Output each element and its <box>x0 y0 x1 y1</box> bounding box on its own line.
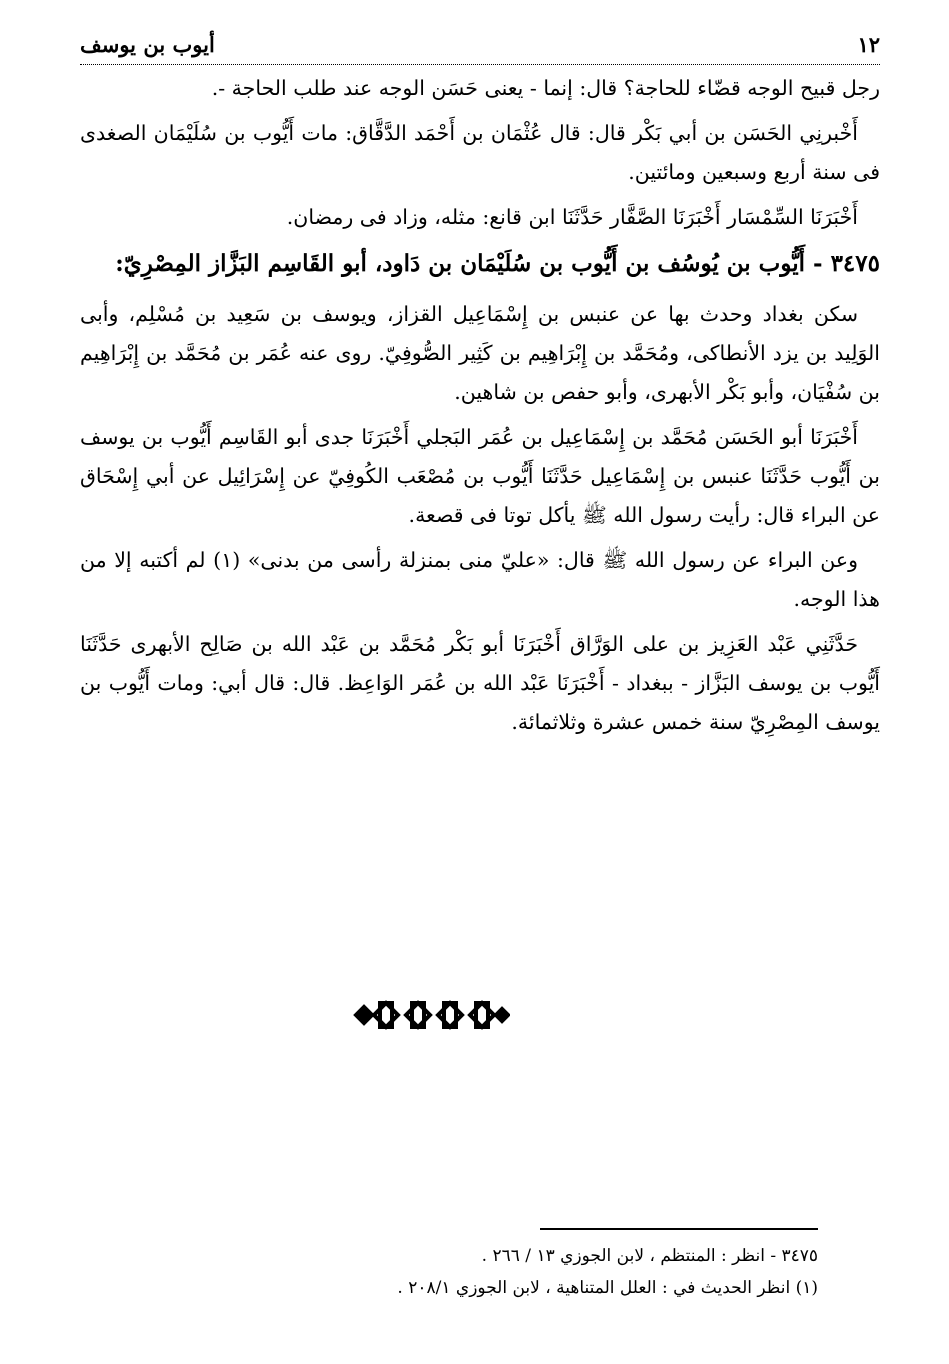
footnote: ٣٤٧٥ - انظر : المنتظم ، لابن الجوزي ١٣ / ٢٦٦ . <box>481 1246 818 1266</box>
paragraph: أَخْبرنِي الحَسَن بن أبي بَكْر قال: قال عُثْمَان بن أَحْمَد الدَّقَّاق: مات أَيُّوب بن سُلَيْمَان الصغدى فى سنة أربع وسبعين ومائتين. <box>80 121 880 184</box>
running-title: أيوب بن يوسف <box>80 32 215 57</box>
footnotes <box>200 1240 818 1304</box>
entry-title: ٣٤٧٥ - أَيُّوب بن يُوسُف بن أَيُّوب بن سُلَيْمَان بن دَاود، أبو القَاسِم البَزَّاز المِصْرِيّ: <box>115 250 880 277</box>
footnote: (١) انظر الحديث في : العلل المتناهية ، لابن الجوزي ٢٠٨/١ . <box>397 1278 818 1298</box>
page-header <box>80 30 880 65</box>
ornament-divider-icon <box>350 990 510 1040</box>
paragraph: رجل قبيح الوجه قضّاء للحاجة؟ قال: إنما - يعنى حَسَن الوجه عند طلب الحاجة -. <box>211 76 880 100</box>
footnote-separator <box>540 1228 818 1230</box>
main-text <box>80 69 880 742</box>
page-number: ١٢ <box>857 32 880 57</box>
paragraph: وعن البراء عن رسول الله ﷺ قال: «عليّ منى بمنزلة رأسى من بدنى» (١) لم أكتبه إلا من هذا الوجه. <box>80 548 880 611</box>
paragraph: أَخْبَرَنَا أبو الحَسَن مُحَمَّد بن إِسْمَاعِيل بن عُمَر البَجلي أَخْبَرَنَا جدى أبو القَاسِم أَيُّوب بن يوسف بن أَيُّوب حَدَّثَنَا عنبس بن إِسْمَاعِيل حَدَّثَنَا أَيُّوب بن مُصْعَب الكُوفِيّ عن إِسْرَائِيل عن أبي إِسْحَاق عن البراء قال: رأيت رسول الله ﷺ يأكل توتا فى قصعة. <box>80 425 880 527</box>
book-page <box>80 30 880 748</box>
paragraph: سكن بغداد وحدث بها عن عنبس بن إِسْمَاعِيل القزاز، ويوسف بن سَعِيد بن مُسْلِم، وأبى الوَلِيد بن يزد الأنطاكى، ومُحَمَّد بن إِبْرَاهِيم بن كَثِير الصُّوفِيّ. روى عنه عُمَر بن مُحَمَّد بن إِبْرَاهِيم بن سُفْيَان، وأبو بَكْر الأبهرى، وأبو حفص بن شاهين. <box>80 302 880 404</box>
paragraph: حَدَّثَنِي عَبْد العَزِيز بن على الوَرَّاق أَخْبَرَنَا أبو بَكْر مُحَمَّد بن عَبْد الله بن صَالِح الأبهرى حَدَّثَنَا أَيُّوب بن يوسف البَزَّاز - ببغداد - أَخْبَرَنَا عَبْد الله بن عُمَر الوَاعِظ. قال: قال أبي: ومات أَيُّوب بن يوسف المِصْرِيّ سنة خمس عشرة وثلاثمائة. <box>80 632 880 734</box>
paragraph: أَخْبَرَنَا السِّمْسَار أَخْبَرَنَا الصَّفَّار حَدَّثَنَا ابن قانع: مثله، وزاد فى رمضان. <box>286 205 858 229</box>
